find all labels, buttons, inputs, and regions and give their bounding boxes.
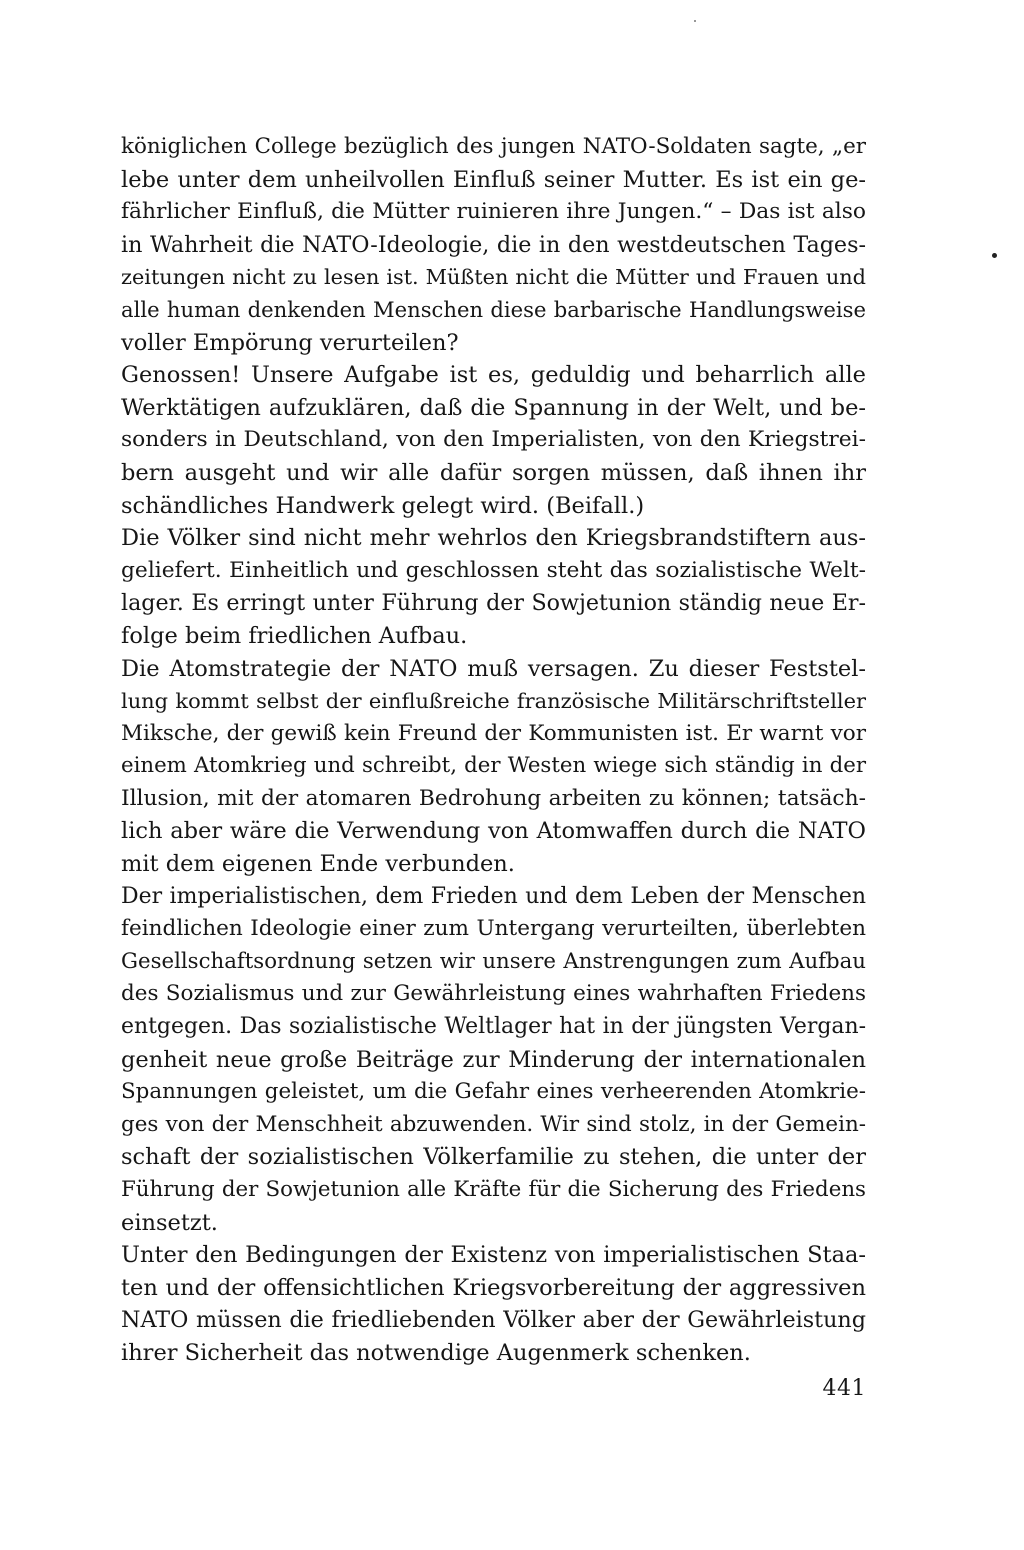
text-line: bern ausgeht und wir alle dafür sorgen müssen, daß ihnen ihr	[121, 459, 866, 486]
paragraph-2	[121, 359, 866, 522]
text-line: in Wahrheit die NATO-Ideologie, die in den westdeutschen Tages-	[121, 231, 866, 258]
text-line: entgegen. Das sozialistische Weltlager hat in der jüngsten Vergan-	[121, 1014, 866, 1040]
text-line: voller Empörung verurteilen?	[121, 329, 459, 356]
body-text	[121, 131, 866, 1370]
text-line: ten und der offensichtlichen Kriegsvorbereitung der aggressiven	[121, 1274, 866, 1301]
text-line: königlichen College bezüglich des jungen NATO-Soldaten sagte, „er	[121, 134, 866, 159]
scan-speck	[992, 253, 997, 258]
paragraph-1	[121, 131, 866, 359]
paragraph-5	[121, 881, 866, 1240]
text-line: schändliches Handwerk gelegt wird. (Beifall.)	[121, 492, 645, 519]
text-line: Illusion, mit der atomaren Bedrohung arbeiten zu können; tatsäch-	[121, 785, 866, 811]
text-line: ges von der Menschheit abzuwenden. Wir sind stolz, in der Gemein-	[121, 1111, 866, 1137]
text-line: schaft der sozialistischen Völkerfamilie zu stehen, die unter der	[121, 1144, 866, 1171]
paragraph-6	[121, 1239, 866, 1369]
text-line: zeitungen nicht zu lesen ist. Müßten nicht die Mütter und Frauen und	[121, 265, 866, 290]
text-line: lung kommt selbst der einflußreiche französische Militärschriftsteller	[121, 689, 866, 714]
text-line: folge beim friedlichen Aufbau.	[121, 622, 468, 649]
scan-speck	[694, 20, 696, 22]
text-line: Miksche, der gewiß kein Freund der Kommunisten ist. Er warnt vor	[121, 720, 866, 746]
text-line: ihrer Sicherheit das notwendige Augenmerk schenken.	[121, 1339, 751, 1366]
text-line: Werktätigen aufzuklären, daß die Spannung in der Welt, und be-	[121, 394, 866, 421]
text-line: genheit neue große Beiträge zur Minderung der internationalen	[121, 1046, 866, 1073]
text-line: sonders in Deutschland, von den Imperialisten, von den Kriegstrei-	[121, 427, 866, 453]
text-line: des Sozialismus und zur Gewährleistung eines wahrhaften Friedens	[121, 981, 866, 1007]
text-line: Die Völker sind nicht mehr wehrlos den Kriegsbrandstiftern aus-	[121, 525, 866, 552]
text-line: Unter den Bedingungen der Existenz von imperialistischen Staa-	[121, 1242, 866, 1269]
text-line: Gesellschaftsordnung setzen wir unsere Anstrengungen zum Aufbau	[121, 948, 866, 974]
text-line: lebe unter dem unheilvollen Einfluß seiner Mutter. Es ist ein ge-	[121, 166, 866, 193]
text-line: lich aber wäre die Verwendung von Atomwaffen durch die NATO	[121, 818, 866, 845]
text-line: fährlicher Einfluß, die Mütter ruinieren ihre Jungen.“ – Das ist also	[121, 199, 866, 225]
text-line: Der imperialistischen, dem Frieden und dem Leben der Menschen	[121, 883, 866, 909]
text-line: geliefert. Einheitlich und geschlossen steht das sozialistische Welt-	[121, 557, 866, 583]
text-line: mit dem eigenen Ende verbunden.	[121, 851, 515, 878]
text-line: einem Atomkrieg und schreibt, der Westen wiege sich ständig in der	[121, 753, 866, 779]
text-line: lager. Es erringt unter Führung der Sowjetunion ständig neue Er-	[121, 590, 866, 617]
text-line: einsetzt.	[121, 1209, 218, 1236]
text-line: Spannungen geleistet, um die Gefahr eines verheerenden Atomkrie-	[121, 1079, 866, 1105]
text-line: Die Atomstrategie der NATO muß versagen. Zu dieser Feststel-	[121, 655, 866, 682]
paragraph-3	[121, 522, 866, 652]
text-line: Genossen! Unsere Aufgabe ist es, geduldig und beharrlich alle	[121, 362, 866, 389]
text-line: alle human denkenden Menschen diese barbarische Handlungsweise	[121, 296, 866, 322]
paragraph-4	[121, 653, 866, 881]
text-line: NATO müssen die friedliebenden Völker aber der Gewährleistung	[121, 1307, 866, 1334]
page-number: 441	[822, 1376, 866, 1401]
text-line: Führung der Sowjetunion alle Kräfte für die Sicherung des Friedens	[121, 1177, 866, 1202]
text-line: feindlichen Ideologie einer zum Untergang verurteilten, überlebten	[121, 916, 866, 942]
